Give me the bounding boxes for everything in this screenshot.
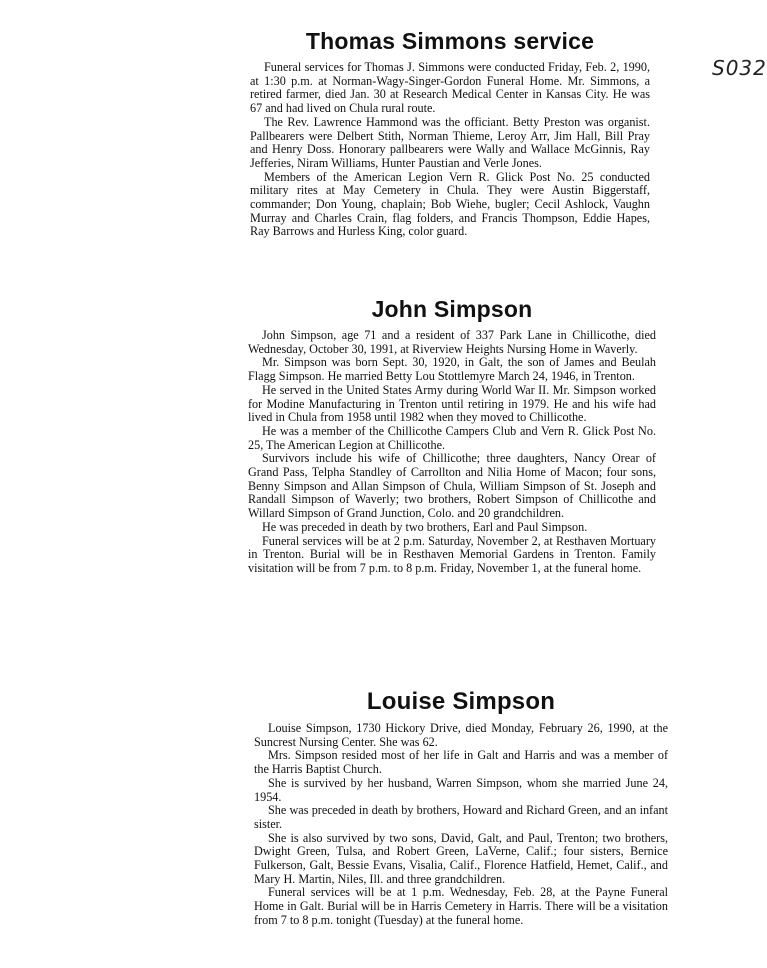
article-paragraph: Louise Simpson, 1730 Hickory Drive, died Monday, February 26, 1990, at the Suncrest Nursing Center. She was 62. [254, 721, 668, 749]
article-paragraph: He served in the United States Army during World War II. Mr. Simpson worked for Modine Manufacturing in Trenton until retiring in 1979. He and his wife had lived in Chula from 1958 until 1982 when they moved to Chillicothe. [248, 382, 656, 425]
article-paragraph: She is also survived by two sons, David, Galt, and Paul, Trenton; two brothers, Dwight Green, Tulsa, and Robert Green, LaVerne, Calif.; four sisters, Bernice Fulkerson, Galt, Bessie Evans, Visalia, Calif., Florence Hatfield, Hemet, Calif., and Mary H. Martin, Niles, Ill. and three grandchildren. [254, 830, 668, 886]
article-paragraph: Funeral services will be at 1 p.m. Wednesday, Feb. 28, at the Payne Funeral Home in Galt. Burial will be in Harris Cemetery in Harris. There will be a visitation from 7 to 8 p.m. tonight (Tuesday) at the funeral home. [254, 885, 668, 927]
article-paragraph: Mr. Simpson was born Sept. 30, 1920, in Galt, the son of James and Beulah Flagg Simpson. He married Betty Lou Stottlemyre March 24, 1946, in Trenton. [248, 355, 656, 384]
obituary-thomas-simmons [250, 28, 650, 239]
obituary-john-simpson [248, 296, 656, 576]
article-paragraph: Mrs. Simpson resided most of her life in Galt and Harris and was a member of the Harris Baptist Church. [254, 748, 668, 777]
article-paragraph: The Rev. Lawrence Hammond was the officiant. Betty Preston was organist. Pallbearers were Delbert Stith, Norman Thieme, Leroy Arr, Jim Hall, Bill Pray and Henry Doss. Honorary pallbearers were Wally and Wallace McGinnis, Ray Jefferies, Niram Williams, Hunter Paustian and Verle Jones. [250, 114, 650, 170]
article-paragraph: Funeral services for Thomas J. Simmons were conducted Friday, Feb. 2, 1990, at 1:30 p.m. at Norman-Wagy-Singer-Gordon Funeral Home. Mr. Simmons, a retired farmer, died Jan. 30 at Research Medical Center in Kansas City. He was 67 and had lived on Chula rural route. [250, 60, 650, 116]
article-paragraph: She is survived by her husband, Warren Simpson, whom she married June 24, 1954. [254, 775, 668, 804]
article-paragraph: Members of the American Legion Vern R. Glick Post No. 25 conducted military rites at May Cemetery in Chula. They were Austin Biggerstaff, commander; Don Young, chaplain; Bob Wiehe, bugler; Cecil Ashlock, Vaughn Murray and Charles Crain, flag folders, and Francis Thompson, Eddie Hapes, Ray Barrows and Hurless King, color guard. [250, 169, 650, 239]
article-paragraph: She was preceded in death by brothers, Howard and Richard Green, and an infant sister. [254, 803, 668, 831]
article-paragraph: He was a member of the Chillicothe Campers Club and Vern R. Glick Post No. 25, The American Legion at Chillicothe. [248, 423, 656, 452]
article-paragraph: Survivors include his wife of Chillicothe; three daughters, Nancy Orear of Grand Pass, Telpha Standley of Carrollton and Nilia Home of Macon; four sons, Benny Simpson and Allan Simpson of Chula, William Simpson of St. Joseph and Randall Simpson of Waverly; two brothers, Robert Simpson of Chillicothe and Willard Simpson of Grand Junction, Colo. and 20 grandchildren. [248, 451, 656, 521]
article-headline: John Simpson [371, 296, 533, 322]
handwritten-margin-note: S032 [712, 56, 767, 80]
article-paragraph: He was preceded in death by two brothers, Earl and Paul Simpson. [262, 519, 588, 534]
article-headline: Louise Simpson [366, 688, 556, 715]
article-paragraph: John Simpson, age 71 and a resident of 337 Park Lane in Chillicothe, died Wednesday, October 30, 1991, at Riverview Heights Nursing Home in Waverly. [248, 328, 656, 356]
obituary-louise-simpson [254, 688, 668, 928]
article-paragraph: Funeral services will be at 2 p.m. Saturday, November 2, at Resthaven Mortuary in Trenton. Burial will be in Resthaven Memorial Gardens in Trenton. Family visitation will be from 7 p.m. to 8 p.m. Friday, November 1, at the funeral home. [248, 533, 656, 575]
article-headline: Thomas Simmons service [305, 28, 595, 54]
